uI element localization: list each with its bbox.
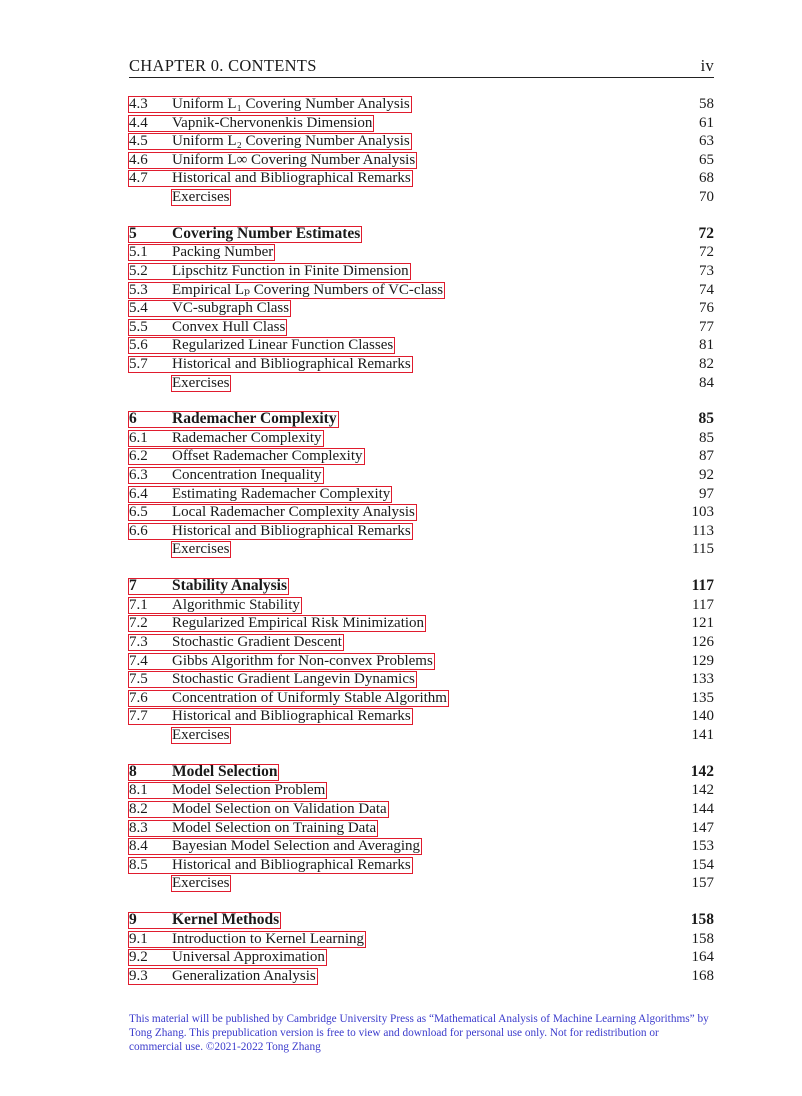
toc-entry-number: 5.1 bbox=[129, 244, 148, 261]
toc-entry-number: 6.1 bbox=[129, 429, 148, 446]
toc-entry-page: 81 bbox=[699, 337, 714, 354]
toc-entry-page: 154 bbox=[691, 856, 714, 873]
chapter-gap bbox=[129, 392, 714, 410]
toc-entry-number: 7.2 bbox=[129, 615, 148, 632]
chapter-gap bbox=[129, 559, 714, 577]
toc-section-entry[interactable] bbox=[129, 707, 714, 726]
toc-chapter-entry[interactable] bbox=[129, 410, 714, 429]
toc-entry-number: 9.3 bbox=[129, 967, 148, 984]
toc-entry-page: 58 bbox=[699, 96, 714, 112]
toc-entry-page: 92 bbox=[699, 467, 714, 484]
toc-entry-title[interactable]: Kernel Methods bbox=[172, 911, 280, 929]
toc-entry-title[interactable]: Rademacher Complexity bbox=[172, 410, 337, 428]
toc-entry-title[interactable]: Lipschitz Function in Finite Dimension bbox=[172, 262, 409, 279]
toc-entry-title[interactable]: Generalization Analysis bbox=[172, 967, 316, 984]
toc-entry-page: 121 bbox=[691, 615, 714, 632]
toc-entry-page: 72 bbox=[699, 244, 714, 261]
toc-entry-title[interactable]: VC-subgraph Class bbox=[172, 300, 290, 317]
toc-entry-number: 8.5 bbox=[129, 856, 148, 873]
toc-entry-title[interactable]: Introduction to Kernel Learning bbox=[172, 930, 365, 947]
toc-entry-page: 140 bbox=[691, 708, 714, 725]
toc-entry-title[interactable]: Model Selection Problem bbox=[172, 782, 326, 799]
toc-section-entry[interactable] bbox=[129, 837, 714, 856]
toc-section-entry[interactable] bbox=[129, 262, 714, 281]
toc-section-entry[interactable] bbox=[129, 614, 714, 633]
toc-section-entry[interactable] bbox=[129, 355, 714, 374]
toc-entry-page: 113 bbox=[692, 522, 714, 539]
toc-entry-number: 6.4 bbox=[129, 485, 148, 502]
toc-entry-title[interactable]: Estimating Rademacher Complexity bbox=[172, 485, 391, 502]
toc-entry-page: 85 bbox=[698, 410, 714, 428]
toc-entry-number: 8.3 bbox=[129, 819, 148, 836]
chapter-gap bbox=[129, 745, 714, 763]
toc-chapter-entry[interactable] bbox=[129, 911, 714, 930]
toc-entry-number: 6.3 bbox=[129, 467, 148, 484]
toc-entry-title[interactable]: Stochastic Gradient Descent bbox=[172, 634, 342, 650]
toc-entry-page: 135 bbox=[691, 689, 714, 706]
toc-entry-page: 144 bbox=[691, 800, 714, 817]
toc-section-entry[interactable] bbox=[129, 652, 714, 671]
toc-entry-page: 133 bbox=[691, 671, 714, 688]
toc-section-entry[interactable] bbox=[129, 299, 714, 318]
toc-entry-page: 76 bbox=[699, 300, 714, 317]
toc-chapter-entry[interactable] bbox=[129, 577, 714, 596]
toc-entry-number: 5.2 bbox=[129, 262, 148, 279]
toc-entry-page: 63 bbox=[699, 133, 714, 150]
running-header bbox=[129, 55, 714, 78]
toc-entry-number: 4.7 bbox=[129, 170, 148, 187]
toc-entry-page: 142 bbox=[691, 782, 714, 799]
toc-section-entry[interactable] bbox=[129, 95, 714, 114]
toc-entry-page: 73 bbox=[699, 262, 714, 279]
toc-section-entry[interactable] bbox=[129, 466, 714, 485]
toc-entry-title[interactable]: Algorithmic Stability bbox=[172, 596, 300, 613]
toc-chapter-entry[interactable] bbox=[129, 763, 714, 782]
toc-entry-number: 7.6 bbox=[129, 689, 148, 706]
toc-entry-page: 97 bbox=[699, 485, 714, 502]
toc-exercises-entry[interactable] bbox=[129, 540, 714, 559]
toc-entry-page: 142 bbox=[690, 762, 714, 780]
toc-section-entry[interactable] bbox=[129, 930, 714, 949]
toc-section-entry[interactable] bbox=[129, 633, 714, 652]
toc-entry-page: 164 bbox=[691, 949, 714, 966]
toc-entry-title[interactable]: Packing Number bbox=[172, 244, 274, 261]
toc-entry-page: 158 bbox=[691, 930, 714, 947]
toc-entry-title[interactable]: Vapnik-Chervonenkis Dimension bbox=[172, 114, 373, 131]
toc-section-entry[interactable] bbox=[129, 800, 714, 819]
toc-section-entry[interactable] bbox=[129, 948, 714, 967]
toc-entry-number: 5.7 bbox=[129, 355, 148, 372]
toc-entry-page: 117 bbox=[692, 596, 714, 613]
toc-entry-page: 141 bbox=[691, 726, 714, 743]
toc-section-entry[interactable] bbox=[129, 429, 714, 448]
toc-entry-title[interactable]: Offset Rademacher Complexity bbox=[172, 448, 363, 465]
toc-entry-title[interactable]: Historical and Bibliographical Remarks bbox=[172, 170, 411, 187]
toc-section-entry[interactable] bbox=[129, 522, 714, 541]
toc-entry-title[interactable]: Concentration of Uniformly Stable Algorithm bbox=[172, 689, 447, 706]
toc-entry-number: 5.6 bbox=[129, 337, 148, 354]
toc-entry-number: 7.3 bbox=[129, 634, 148, 650]
toc-section-entry[interactable] bbox=[129, 689, 714, 708]
toc-entry-page: 72 bbox=[698, 224, 714, 242]
toc-entry-page: 82 bbox=[699, 355, 714, 372]
toc-exercises-entry[interactable] bbox=[129, 726, 714, 745]
toc-entry-page: 74 bbox=[699, 281, 714, 298]
toc-entry-number: 4.5 bbox=[129, 133, 148, 150]
toc-entry-title[interactable]: Uniform L₁ Covering Number Analysis bbox=[172, 96, 410, 112]
toc-section-entry[interactable] bbox=[129, 447, 714, 466]
toc-entry-page: 84 bbox=[699, 374, 714, 391]
toc-section-entry[interactable] bbox=[129, 132, 714, 151]
toc-entry-number: 5.5 bbox=[129, 318, 148, 335]
toc-exercises-entry[interactable] bbox=[129, 374, 714, 393]
toc-entry-number: 7.7 bbox=[129, 708, 148, 725]
toc-entry-number: 9 bbox=[129, 911, 137, 929]
toc-entry-page: 87 bbox=[699, 448, 714, 465]
toc-entry-page: 129 bbox=[691, 652, 714, 669]
toc-entry-number: 5 bbox=[129, 224, 137, 242]
toc-entry-number: 8.4 bbox=[129, 838, 148, 855]
toc-entry-title[interactable]: Uniform L₂ Covering Number Analysis bbox=[172, 133, 410, 150]
toc-entry-title[interactable]: Exercises bbox=[172, 875, 230, 892]
toc-section-entry[interactable] bbox=[129, 503, 714, 522]
toc-section-entry[interactable] bbox=[129, 967, 714, 986]
toc-entry-page: 158 bbox=[690, 911, 714, 929]
toc-entry-page: 126 bbox=[691, 634, 714, 650]
toc-entry-number: 8 bbox=[129, 762, 137, 780]
toc-entry-title[interactable]: Concentration Inequality bbox=[172, 467, 322, 484]
toc-entry-title[interactable]: Stability Analysis bbox=[172, 577, 287, 595]
toc-entry-number: 7 bbox=[129, 577, 137, 595]
toc-entry-title[interactable]: Historical and Bibliographical Remarks bbox=[172, 522, 411, 539]
toc-entry-title[interactable]: Exercises bbox=[172, 188, 230, 205]
toc-entry-number: 4.6 bbox=[129, 151, 148, 168]
toc-section-entry[interactable] bbox=[129, 781, 714, 800]
toc-section-entry[interactable] bbox=[129, 336, 714, 355]
toc-entry-number: 7.4 bbox=[129, 652, 148, 669]
toc-entry-page: 168 bbox=[691, 967, 714, 984]
toc-entry-title[interactable]: Local Rademacher Complexity Analysis bbox=[172, 504, 415, 521]
toc-exercises-entry[interactable] bbox=[129, 188, 714, 207]
toc-entry-number: 7.1 bbox=[129, 596, 148, 613]
toc-section-entry[interactable] bbox=[129, 169, 714, 188]
toc-entry-title[interactable]: Empirical Lₚ Covering Numbers of VC-class bbox=[172, 281, 444, 298]
toc-entry-page: 65 bbox=[699, 151, 714, 168]
header-chapter-title: CHAPTER 0. CONTENTS bbox=[129, 56, 317, 75]
toc-entry-title[interactable]: Model Selection bbox=[172, 762, 278, 780]
toc-entry-title[interactable]: Regularized Empirical Risk Minimization bbox=[172, 615, 425, 632]
toc-entry-title[interactable]: Model Selection on Validation Data bbox=[172, 800, 387, 817]
toc-section-entry[interactable] bbox=[129, 151, 714, 170]
toc-entry-number: 9.2 bbox=[129, 949, 148, 966]
toc-entry-page: 103 bbox=[691, 504, 714, 521]
chapter-gap bbox=[129, 207, 714, 225]
toc-entry-number: 4.3 bbox=[129, 96, 148, 112]
toc-entry-page: 85 bbox=[699, 429, 714, 446]
toc-section-entry[interactable] bbox=[129, 819, 714, 838]
toc-entry-title[interactable]: Historical and Bibliographical Remarks bbox=[172, 355, 411, 372]
table-of-contents bbox=[129, 95, 714, 985]
toc-entry-number: 5.4 bbox=[129, 300, 148, 317]
toc-entry-title[interactable]: Convex Hull Class bbox=[172, 318, 286, 335]
toc-chapter-entry[interactable] bbox=[129, 225, 714, 244]
toc-entry-title[interactable]: Stochastic Gradient Langevin Dynamics bbox=[172, 671, 415, 688]
toc-entry-number: 8.2 bbox=[129, 800, 148, 817]
toc-entry-page: 117 bbox=[691, 577, 714, 595]
toc-entry-page: 157 bbox=[691, 875, 714, 892]
toc-entry-title[interactable]: Exercises bbox=[172, 374, 230, 391]
toc-entry-title[interactable]: Exercises bbox=[172, 541, 230, 558]
toc-entry-title[interactable]: Historical and Bibliographical Remarks bbox=[172, 708, 411, 725]
toc-entry-number: 6.5 bbox=[129, 504, 148, 521]
toc-entry-number: 4.4 bbox=[129, 114, 148, 131]
toc-entry-page: 153 bbox=[691, 838, 714, 855]
toc-section-entry[interactable] bbox=[129, 281, 714, 300]
toc-entry-number: 7.5 bbox=[129, 671, 148, 688]
toc-section-entry[interactable] bbox=[129, 243, 714, 262]
toc-entry-page: 115 bbox=[692, 541, 714, 558]
toc-entry-number: 9.1 bbox=[129, 930, 148, 947]
toc-entry-page: 77 bbox=[699, 318, 714, 335]
toc-entry-page: 61 bbox=[699, 114, 714, 131]
toc-exercises-entry[interactable] bbox=[129, 874, 714, 893]
toc-section-entry[interactable] bbox=[129, 114, 714, 133]
toc-section-entry[interactable] bbox=[129, 485, 714, 504]
toc-entry-number: 6 bbox=[129, 410, 137, 428]
toc-entry-title[interactable]: Covering Number Estimates bbox=[172, 224, 361, 242]
toc-entry-number: 6.2 bbox=[129, 448, 148, 465]
toc-entry-title[interactable]: Universal Approximation bbox=[172, 949, 325, 966]
toc-entry-number: 8.1 bbox=[129, 782, 148, 799]
toc-section-entry[interactable] bbox=[129, 318, 714, 337]
toc-entry-title[interactable]: Regularized Linear Function Classes bbox=[172, 337, 394, 354]
chapter-gap bbox=[129, 893, 714, 911]
toc-entry-title[interactable]: Historical and Bibliographical Remarks bbox=[172, 856, 411, 873]
toc-entry-title[interactable]: Bayesian Model Selection and Averaging bbox=[172, 838, 420, 855]
toc-entry-number: 5.3 bbox=[129, 281, 148, 298]
toc-entry-number: 6.6 bbox=[129, 522, 148, 539]
header-page-number: iv bbox=[700, 56, 714, 75]
toc-entry-title[interactable]: Uniform L∞ Covering Number Analysis bbox=[172, 151, 416, 168]
toc-entry-title[interactable]: Gibbs Algorithm for Non-convex Problems bbox=[172, 652, 433, 669]
toc-entry-title[interactable]: Exercises bbox=[172, 726, 230, 743]
toc-entry-page: 147 bbox=[691, 819, 714, 836]
copyright-footer: This material will be published by Cambridge University Press as “Mathematical Analysis of Machine Learning Algorithms” by Tong Zhang. This prepublication version is free to view and download for personal use only. Not for redistribution or commercial use. ©2021-2022 Tong Zhang bbox=[129, 1013, 709, 1053]
toc-entry-page: 68 bbox=[699, 170, 714, 187]
toc-section-entry[interactable] bbox=[129, 670, 714, 689]
toc-entry-title[interactable]: Model Selection on Training Data bbox=[172, 819, 377, 836]
toc-section-entry[interactable] bbox=[129, 596, 714, 615]
toc-section-entry[interactable] bbox=[129, 856, 714, 875]
toc-entry-title[interactable]: Rademacher Complexity bbox=[172, 429, 322, 446]
toc-entry-page: 70 bbox=[699, 188, 714, 205]
